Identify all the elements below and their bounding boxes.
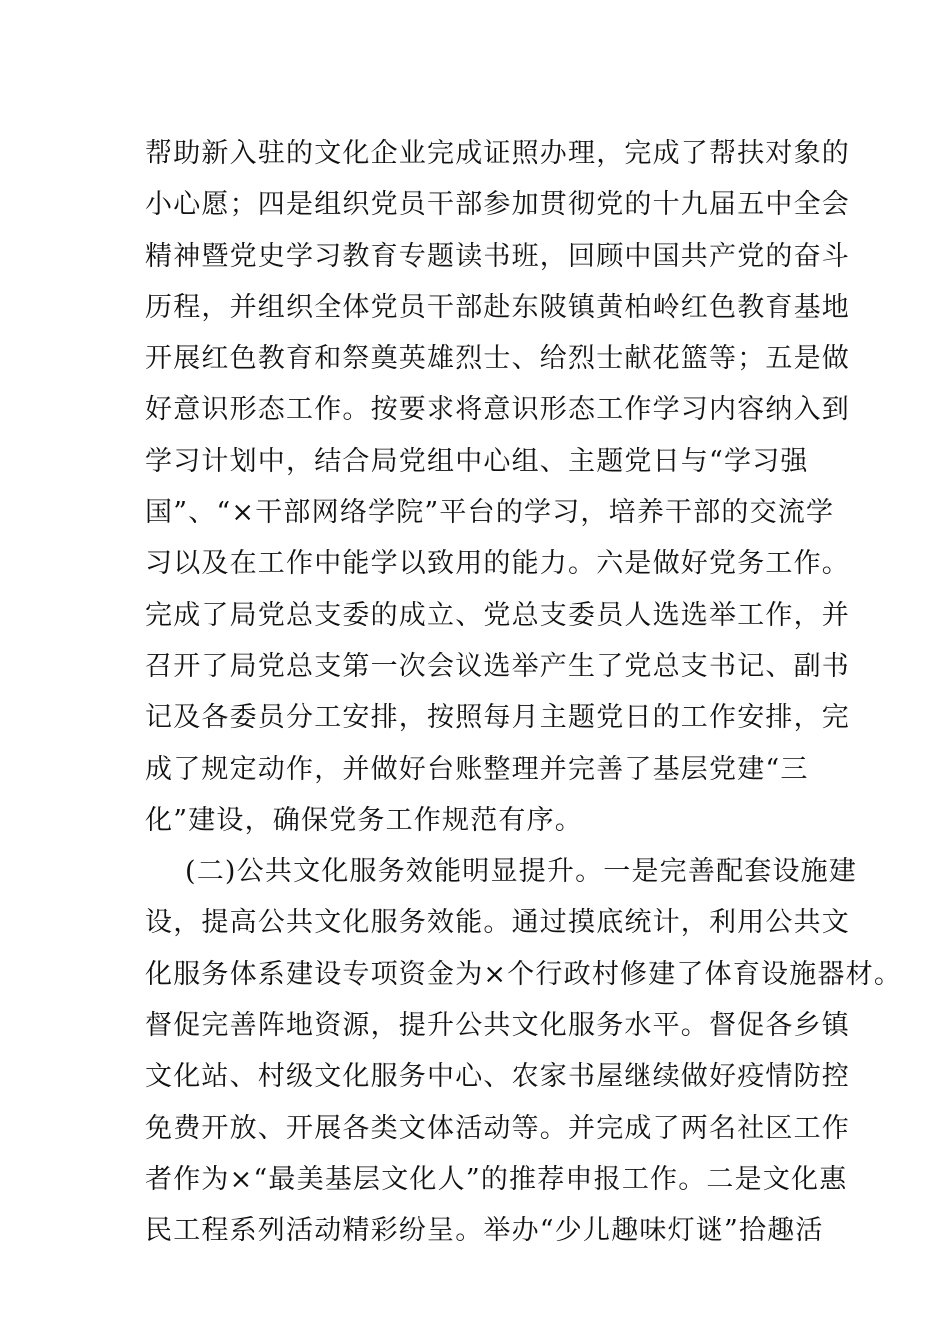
text-line: 化”建设，确保党务工作规范有序。 <box>145 804 584 836</box>
text-line: 国”、“×干部网络学院”平台的学习，培养干部的交流学 <box>145 497 835 529</box>
text-line: 开展红色教育和祭奠英雄烈士、给烈士献花篮等；五是做 <box>145 343 850 375</box>
text-line: 学习计划中，结合局党组中心组、主题党日与“学习强 <box>145 445 809 477</box>
text-line: 民工程系列活动精彩纷呈。举办“少儿趣味灯谜”拾趣活 <box>145 1215 824 1247</box>
text-line: 成了规定动作，并做好台账整理并完善了基层党建“三 <box>145 753 809 785</box>
text-line: 免费开放、开展各类文体活动等。并完成了两名社区工作 <box>145 1112 850 1144</box>
body-text <box>145 128 903 1257</box>
text-line: 历程，并组织全体党员干部赴东陂镇黄柏岭红色教育基地 <box>145 291 850 323</box>
text-line: 精神暨党史学习教育专题读书班，回顾中国共产党的奋斗 <box>145 240 850 272</box>
text-line: 记及各委员分工安排，按照每月主题党日的工作安排，完 <box>145 702 850 734</box>
text-line: 督促完善阵地资源，提升公共文化服务水平。督促各乡镇 <box>145 1010 850 1042</box>
text-line: 好意识形态工作。按要求将意识形态工作学习内容纳入到 <box>145 394 850 426</box>
text-line: 设，提高公共文化服务效能。通过摸底统计，利用公共文 <box>145 907 850 939</box>
text-line: 完成了局党总支委的成立、党总支委员人选选举工作，并 <box>145 599 850 631</box>
text-line: 召开了局党总支第一次会议选举产生了党总支书记、副书 <box>145 650 850 682</box>
text-line: 习以及在工作中能学以致用的能力。六是做好党务工作。 <box>145 548 850 580</box>
text-line: 文化站、村级文化服务中心、农家书屋继续做好疫情防控 <box>145 1061 850 1093</box>
text-line: 小心愿；四是组织党员干部参加贯彻党的十九届五中全会 <box>145 189 850 221</box>
text-line: 者作为×“最美基层文化人”的推荐申报工作。二是文化惠 <box>145 1163 848 1195</box>
section-heading-line: (二)公共文化服务效能明显提升。一是完善配套设施建 <box>185 856 858 888</box>
text-line: 化服务体系建设专项资金为×个行政村修建了体育设施器材。 <box>145 958 903 990</box>
text-line: 帮助新入驻的文化企业完成证照办理，完成了帮扶对象的 <box>145 138 850 169</box>
